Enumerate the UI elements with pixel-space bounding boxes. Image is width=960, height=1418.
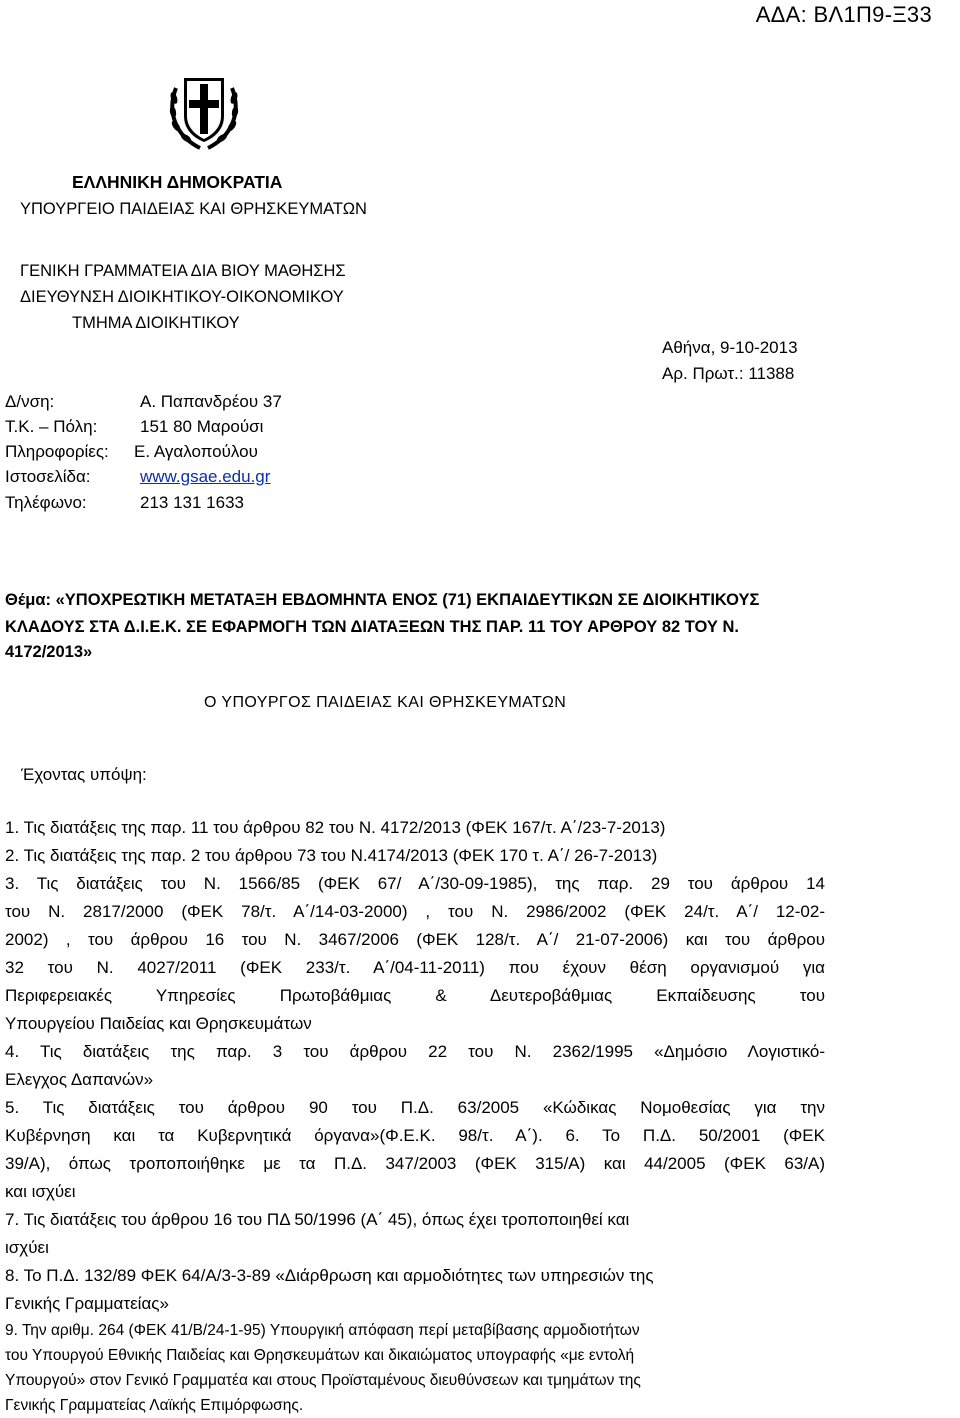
clause-line: ισχύει — [5, 1238, 49, 1257]
clause-line: 7. Τις διατάξεις του άρθρου 16 του ΠΔ 50/1996 (Α΄ 45), όπως έχει τροποποιηθεί και — [5, 1210, 630, 1229]
website-link[interactable]: www.gsae.edu.gr — [140, 467, 271, 486]
phone-value: 213 131 1633 — [140, 493, 244, 512]
phone-label: Τηλέφωνο: — [5, 493, 87, 512]
subject-line-2: ΚΛΑΔΟΥΣ ΣΤΑ Δ.Ι.Ε.Κ. ΣΕ ΕΦΑΡΜΟΓΗ ΤΩΝ ΔΙΑΤΑΞΕΩΝ ΤΗΣ ΠΑΡ. 11 ΤΟΥ ΑΡΘΡΟΥ 82 ΤΟΥ Ν. — [5, 618, 740, 636]
greek-emblem-icon — [166, 68, 242, 154]
postcode-city-label: Τ.Κ. – Πόλη: — [5, 417, 98, 436]
clause-line: 1. Τις διατάξεις της παρ. 11 του άρθρου 82 του Ν. 4172/2013 (ΦΕΚ 167/τ. Α΄/23-7-2013) — [5, 818, 666, 837]
directorate-heading: ΔΙΕΥΘΥΝΣΗ ΔΙΟΙΚΗΤΙΚΟΥ-ΟΙΚΟΝΟΜΙΚΟΥ — [20, 288, 344, 306]
clause-line: 2. Τις διατάξεις της παρ. 2 του άρθρου 73 του Ν.4174/2013 (ΦΕΚ 170 τ. Α΄/ 26-7-2013) — [5, 846, 658, 865]
clause-line: του Υπουργού Εθνικής Παιδείας και Θρησκευμάτων και δικαιώματος υπογραφής «με εντολή — [5, 1347, 635, 1364]
address-label: Δ/νση: — [5, 392, 55, 411]
clause-line: 5. Τις διατάξεις του άρθρου 90 του Π.Δ. 63/2005 «Κώδικας Νομοθεσίας για την — [5, 1098, 825, 1117]
information-label: Πληροφορίες: — [5, 442, 109, 461]
considering-heading: Έχοντας υπόψη: — [21, 765, 147, 784]
clause-line: Γενικής Γραμματείας» — [5, 1294, 169, 1313]
clause-line: και ισχύει — [5, 1182, 76, 1201]
clause-line: Ελεγχος Δαπανών» — [5, 1070, 154, 1089]
clause-line: Κυβέρνηση και τα Κυβερνητικά όργανα»(Φ.Ε.Κ. 98/τ. Α΄). 6. Το Π.Δ. 50/2001 (ΦΕΚ — [5, 1126, 825, 1145]
clause-line: 3. Τις διατάξεις του Ν. 1566/85 (ΦΕΚ 67/ Α΄/30-09-1985), της παρ. 29 του άρθρου 14 — [5, 874, 825, 893]
address-value: Α. Παπανδρέου 37 — [140, 392, 282, 411]
republic-heading: ΕΛΛΗΝΙΚΗ ΔΗΜΟΚΡΑΤΙΑ — [72, 172, 283, 192]
postcode-city-value: 151 80 Μαρούσι — [140, 417, 264, 436]
clause-line: του Ν. 2817/2000 (ΦΕΚ 78/τ. Α΄/14-03-2000) , του Ν. 2986/2002 (ΦΕΚ 24/τ. Α΄/ 12-02- — [5, 902, 825, 921]
department-heading: ΤΜΗΜΑ ΔΙΟΙΚΗΤΙΚΟΥ — [72, 314, 240, 332]
clause-line: Υπουργείου Παιδείας και Θρησκευμάτων — [5, 1014, 312, 1033]
clause-line: Περιφερειακές Υπηρεσίες Πρωτοβάθμιας & Δευτεροβάθμιας Εκπαίδευσης του — [5, 986, 825, 1005]
clause-line: 8. Το Π.Δ. 132/89 ΦΕΚ 64/Α/3-3-89 «Διάρθρωση και αρμοδιότητες των υπηρεσιών της — [5, 1266, 654, 1285]
ministry-heading: ΥΠΟΥΡΓΕΙΟ ΠΑΙΔΕΙΑΣ ΚΑΙ ΘΡΗΣΚΕΥΜΑΤΩΝ — [20, 200, 367, 218]
clause-line: Γενικής Γραμματείας Λαϊκής Επιμόρφωσης. — [5, 1397, 304, 1414]
website-label: Ιστοσελίδα: — [5, 467, 91, 486]
clause-line: 9. Την αριθμ. 264 (ΦΕΚ 41/Β/24-1-95) Υπουργική απόφαση περί μεταβίβασης αρμοδιοτήτων — [5, 1322, 640, 1339]
ada-code: ΑΔΑ: ΒΛ1Π9-Ξ33 — [755, 2, 932, 27]
subject-line-3: 4172/2013» — [5, 643, 93, 661]
clause-line: 4. Τις διατάξεις της παρ. 3 του άρθρου 22 του Ν. 2362/1995 «Δημόσιο Λογιστικό- — [5, 1042, 825, 1061]
information-value: Ε. Αγαλοπούλου — [134, 442, 258, 461]
subject-line-1: Θέμα: «ΥΠΟΧΡΕΩΤΙΚΗ ΜΕΤΑΤΑΞΗ ΕΒΔΟΜΗΝΤΑ ΕΝΟΣ (71) ΕΚΠΑΙΔΕΥΤΙΚΩΝ ΣΕ ΔΙΟΙΚΗΤΙΚΟΥΣ — [5, 591, 760, 609]
document-date: Αθήνα, 9-10-2013 — [662, 338, 798, 357]
clause-line: 39/Α), όπως τροποποιήθηκε με τα Π.Δ. 347/2003 (ΦΕΚ 315/Α) και 44/2005 (ΦΕΚ 63/Α) — [5, 1154, 825, 1173]
clause-line: 2002) , του άρθρου 16 του Ν. 3467/2006 (ΦΕΚ 128/τ. Α΄/ 21-07-2006) και του άρθρου — [5, 930, 825, 949]
clause-line: 32 του Ν. 4027/2011 (ΦΕΚ 233/τ. Α΄/04-11-2011) που έχουν θέση οργανισμού για — [5, 958, 825, 977]
clause-line: Υπουργού» στον Γενικό Γραμματέα και στους Προϊσταμένους διευθύνσεων και τμημάτων της — [5, 1372, 641, 1389]
protocol-number: Αρ. Πρωτ.: 11388 — [662, 364, 795, 383]
minister-title: Ο ΥΠΟΥΡΓΟΣ ΠΑΙΔΕΙΑΣ ΚΑΙ ΘΡΗΣΚΕΥΜΑΤΩΝ — [204, 694, 567, 711]
secretariat-heading: ΓΕΝΙΚΗ ΓΡΑΜΜΑΤΕΙΑ ΔΙΑ ΒΙΟΥ ΜΑΘΗΣΗΣ — [20, 262, 346, 280]
